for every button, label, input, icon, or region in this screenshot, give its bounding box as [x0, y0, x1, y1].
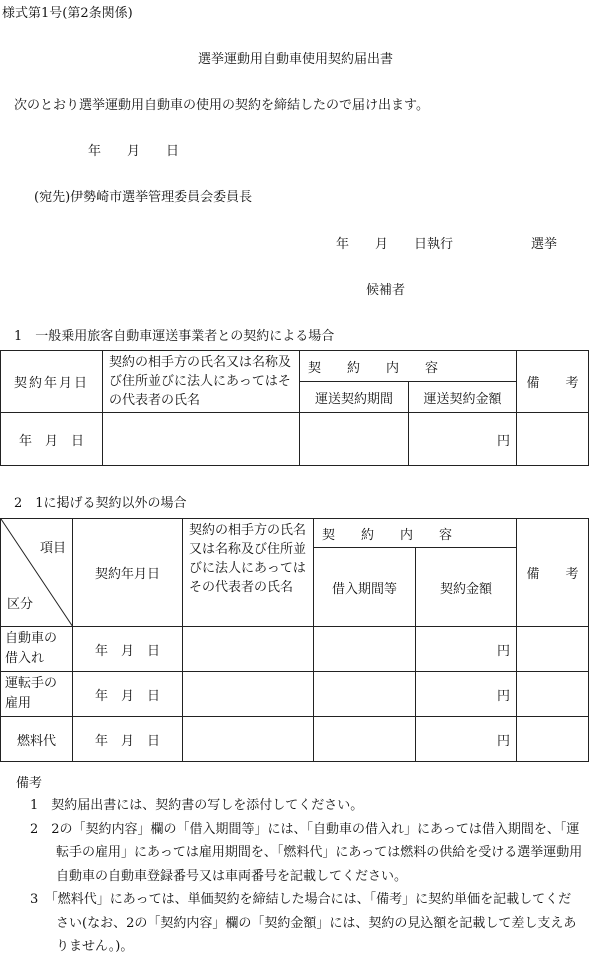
election-line: 年 月 日執行 選挙	[336, 237, 558, 252]
s2-diag-item: 項目	[39, 541, 66, 556]
submission-date: 年 月 日	[88, 144, 180, 159]
s2-row-period	[314, 672, 416, 717]
s1-col-period: 運送契約期間	[300, 382, 409, 413]
s1-col-remarks: 備 考	[517, 351, 589, 413]
s2-col-party: 契約の相手方の氏名又は名称及び住所並びに法人にあってはその代表者の氏名	[183, 519, 314, 627]
s2-row-label: 運転手の雇用	[1, 672, 73, 717]
s1-col-amount: 運送契約金額	[409, 382, 517, 413]
note-item: 2 2の「契約内容」欄の「借入期間等」には、「自動車の借入れ」にあっては借入期間を、「運転手の雇用」にあっては雇用期間を、「燃料代」にあっては燃料の供給を受ける選挙運動用自動車の自動車登録番号又は車両番号を記載してください。	[30, 821, 583, 884]
s1-row-period	[300, 413, 409, 466]
s2-row-party	[183, 717, 314, 762]
s2-col-date: 契約年月日	[73, 519, 183, 627]
note-item: 1 契約届出書には、契約書の写しを添付してください。	[30, 798, 364, 813]
notes-list	[30, 794, 584, 959]
s2-col-contract: 契 約 内 容	[314, 519, 517, 548]
s2-row-remarks	[517, 672, 589, 717]
intro-text: 次のとおり選挙運動用自動車の使用の契約を締結したので届け出ます。	[14, 98, 429, 113]
section1-table	[0, 350, 589, 466]
s2-diagonal-header	[1, 519, 73, 627]
s2-row-party	[183, 672, 314, 717]
s2-row-label: 自動車の借入れ	[1, 627, 73, 672]
s1-row-remarks	[517, 413, 589, 466]
s1-col-party: 契約の相手方の氏名又は名称及び住所並びに法人にあってはその代表者の氏名	[103, 351, 300, 413]
document-title: 選挙運動用自動車使用契約届出書	[197, 52, 393, 67]
s2-row-remarks	[517, 627, 589, 672]
candidate-label: 候補者	[366, 283, 406, 298]
form-label: 様式第1号(第2条関係)	[2, 6, 133, 21]
s2-row-period	[314, 717, 416, 762]
s1-row-amount: 円	[409, 413, 517, 466]
s2-row-party	[183, 627, 314, 672]
s1-row-party	[103, 413, 300, 466]
s2-row-date: 年 月 日	[73, 672, 183, 717]
s1-col-contract: 契 約 内 容	[300, 351, 517, 382]
s2-row-period	[314, 627, 416, 672]
section2-heading: 2 1に掲げる契約以外の場合	[14, 496, 187, 511]
s2-row-amount: 円	[416, 717, 517, 762]
s2-row-amount: 円	[416, 672, 517, 717]
s2-diag-category: 区分	[7, 597, 34, 612]
s2-row-amount: 円	[416, 627, 517, 672]
s2-col-period: 借入期間等	[314, 548, 416, 627]
s2-row-label: 燃料代	[1, 717, 73, 762]
s2-col-amount: 契約金額	[416, 548, 517, 627]
addressee: (宛先)伊勢崎市選挙管理委員会委員長	[34, 190, 253, 205]
section1-heading: 1 一般乗用旅客自動車運送事業者との契約による場合	[14, 329, 335, 344]
s2-col-remarks: 備 考	[517, 519, 589, 627]
section2-table	[0, 518, 589, 762]
s2-row-date: 年 月 日	[73, 717, 183, 762]
s2-row-remarks	[517, 717, 589, 762]
s2-row-date: 年 月 日	[73, 627, 183, 672]
notes-heading: 備考	[16, 776, 43, 791]
s1-row-date: 年 月 日	[1, 413, 103, 466]
note-item: 3 「燃料代」にあっては、単価契約を締結した場合には、「備考」に契約単価を記載してください(なお、2の「契約内容」欄の「契約金額」には、契約の見込額を記載して差し支えありません。)。	[30, 892, 577, 954]
s1-col-date: 契約年月日	[1, 351, 103, 413]
